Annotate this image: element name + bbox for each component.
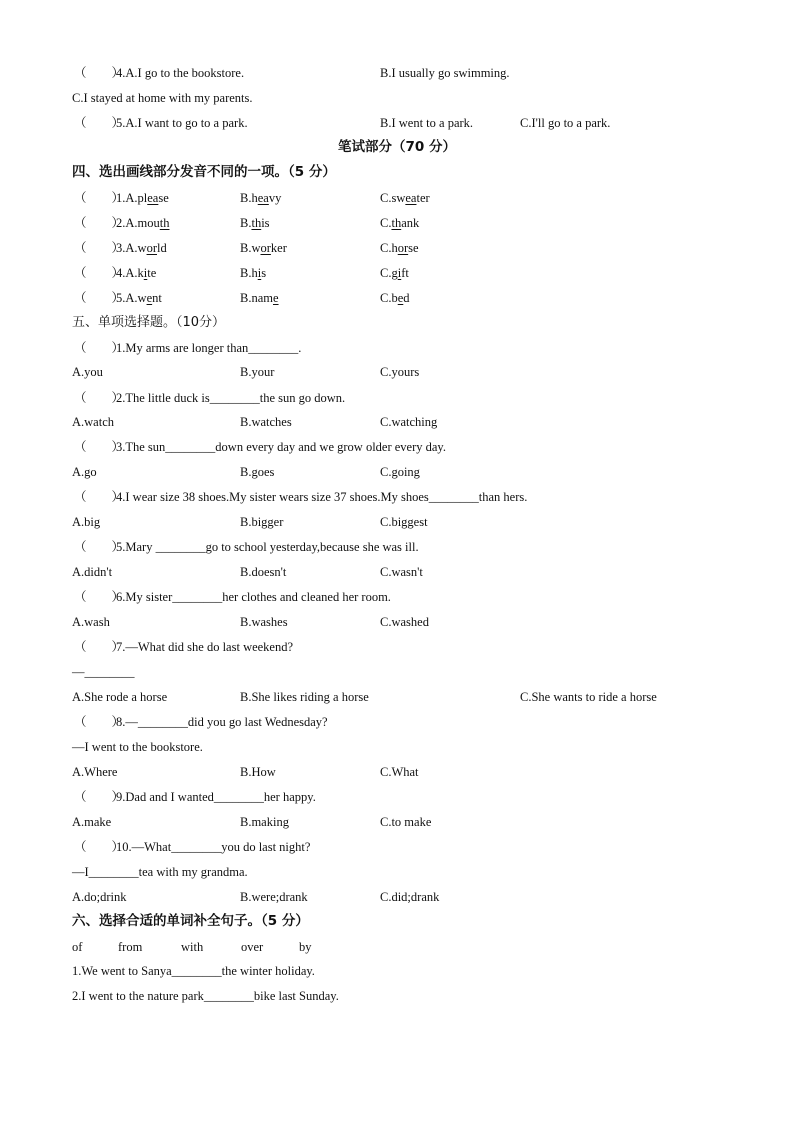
question-stem: 5.Mary ________go to school yesterday,because she was ill. — [116, 540, 419, 554]
option-a: 4.A.kite — [116, 266, 157, 280]
word-bank — [0, 937, 794, 957]
underlined-part: th — [159, 216, 170, 230]
answer-line — [0, 662, 794, 682]
option-a: 1.A.please — [116, 191, 169, 205]
option-a: 5.A.went — [116, 291, 162, 305]
word-bank-item: from — [118, 940, 143, 954]
option-a: A.She rode a horse — [72, 690, 168, 704]
option-a: A.Where — [72, 765, 118, 779]
mc-question — [0, 787, 794, 807]
option-c: C.I'll go to a park. — [520, 116, 611, 130]
option-b: B.I went to a park. — [380, 116, 474, 130]
underlined-part: i — [143, 266, 148, 280]
option-c: C.to make — [380, 815, 432, 829]
option-b: B.bigger — [240, 515, 284, 529]
option-c: C.did;drank — [380, 890, 440, 904]
word-bank-item: with — [181, 940, 204, 954]
answer-paren: （ ） — [74, 116, 125, 130]
option-c: C.I stayed at home with my parents. — [72, 91, 253, 105]
underlined-part: th — [391, 216, 402, 230]
answer-paren: （ ） — [74, 216, 125, 230]
written-part-title-row — [0, 137, 794, 157]
answer-paren: （ ） — [74, 715, 125, 729]
listening-q5-row — [0, 113, 794, 133]
answer-paren: （ ） — [74, 490, 125, 504]
underlined-part: or — [397, 241, 409, 255]
option-b: B.his — [240, 266, 267, 280]
question-stem: 4.I wear size 38 shoes.My sister wears size 37 shoes.My shoes________than hers. — [116, 490, 528, 504]
underlined-part: th — [251, 216, 262, 230]
answer-paren: （ ） — [74, 640, 125, 654]
section4-title: 四、选出画线部分发音不同的一项。（5 分） — [72, 164, 336, 180]
mc-options — [0, 812, 794, 832]
dialogue-answer-blank: —________ — [72, 665, 135, 679]
answer-paren: （ ） — [74, 840, 125, 854]
underlined-part: e — [397, 291, 404, 305]
mc-options — [0, 512, 794, 532]
question-stem: 2.The little duck is________the sun go down. — [116, 391, 346, 405]
fill-sentence-1: 1.We went to Sanya________the winter holiday. — [72, 964, 315, 978]
answer-paren: （ ） — [74, 440, 125, 454]
option-c: C.bed — [380, 291, 410, 305]
mc-options — [0, 762, 794, 782]
question-stem: 8.—________did you go last Wednesday? — [116, 715, 328, 729]
option-b: B.How — [240, 765, 276, 779]
option-c: C.sweater — [380, 191, 430, 205]
option-a: A.big — [72, 515, 101, 529]
pron-row — [0, 188, 794, 208]
option-a: A.didn't — [72, 565, 113, 579]
option-a: A.you — [72, 365, 103, 379]
section6-title: 六、选择合适的单词补全句子。（5 分） — [72, 913, 309, 929]
word-bank-item: by — [299, 940, 312, 954]
option-a: A.do;drink — [72, 890, 127, 904]
option-c: C.yours — [380, 365, 420, 379]
option-c: C.gift — [380, 266, 409, 280]
mc-question — [0, 437, 794, 457]
option-b: B.heavy — [240, 191, 282, 205]
written-part-title: 笔试部分（70 分） — [338, 139, 456, 155]
option-a: A.watch — [72, 415, 114, 429]
option-c: C.wasn't — [380, 565, 423, 579]
option-a: 3.A.world — [116, 241, 167, 255]
option-b: B.doesn't — [240, 565, 287, 579]
question-stem: 6.My sister________her clothes and cleaned her room. — [116, 590, 391, 604]
underlined-part: ea — [405, 191, 417, 205]
option-a: A.make — [72, 815, 112, 829]
mc-options — [0, 612, 794, 632]
underlined-part: ea — [257, 191, 269, 205]
section6-title-row — [0, 911, 794, 931]
pron-row — [0, 213, 794, 233]
underlined-part: or — [260, 241, 271, 255]
question-stem: 10.—What________you do last night? — [116, 840, 311, 854]
fill-sentence — [0, 961, 794, 981]
underlined-part: e — [272, 291, 279, 305]
fill-sentence — [0, 986, 794, 1006]
mc-question — [0, 338, 794, 358]
mc-question — [0, 837, 794, 857]
answer-paren: （ ） — [74, 590, 125, 604]
option-b: B.I usually go swimming. — [380, 66, 510, 80]
mc-options — [0, 562, 794, 582]
answer-paren: （ ） — [74, 391, 125, 405]
mc-options — [0, 412, 794, 432]
mc-question — [0, 388, 794, 408]
mc-question — [0, 637, 794, 657]
option-b: B.worker — [240, 241, 287, 255]
option-c: C.going — [380, 465, 420, 479]
option-b: B.were;drank — [240, 890, 308, 904]
question-stem: 1.My arms are longer than________. — [116, 341, 302, 355]
question-stem: 9.Dad and I wanted________her happy. — [116, 790, 316, 804]
option-b: B.your — [240, 365, 275, 379]
answer-paren: （ ） — [74, 790, 125, 804]
question-stem: 7.—What did she do last weekend? — [116, 640, 294, 654]
mc-question — [0, 587, 794, 607]
underlined-part: e — [146, 291, 153, 305]
word-bank-item: of — [72, 940, 83, 954]
listening-q4-row2 — [0, 88, 794, 108]
answer-paren: （ ） — [74, 241, 125, 255]
question-stem: 5.A.I want to go to a park. — [116, 116, 248, 130]
word-bank-item: over — [241, 940, 264, 954]
dialogue-reply-row — [0, 737, 794, 757]
underlined-part: i — [257, 266, 262, 280]
option-c: C.She wants to ride a horse — [520, 690, 657, 704]
answer-paren: （ ） — [74, 266, 125, 280]
mc-question — [0, 537, 794, 557]
mc-options — [0, 462, 794, 482]
answer-paren: （ ） — [74, 66, 125, 80]
dialogue-reply-row — [0, 862, 794, 882]
section5-title-row — [0, 313, 794, 333]
pron-row — [0, 238, 794, 258]
mc-question — [0, 712, 794, 732]
mc-options — [0, 362, 794, 382]
underlined-part: ea — [147, 191, 159, 205]
option-b: B.goes — [240, 465, 275, 479]
pron-row — [0, 288, 794, 308]
option-b: B.name — [240, 291, 279, 305]
mc-question — [0, 487, 794, 507]
question-stem: 4.A.I go to the bookstore. — [116, 66, 245, 80]
option-b: B.washes — [240, 615, 288, 629]
option-a: A.wash — [72, 615, 110, 629]
answer-paren: （ ） — [74, 191, 125, 205]
option-c: C.biggest — [380, 515, 428, 529]
question-stem: 3.The sun________down every day and we grow older every day. — [116, 440, 446, 454]
section4-title-row — [0, 162, 794, 182]
underlined-part: i — [397, 266, 402, 280]
option-a: 2.A.mouth — [116, 216, 170, 230]
answer-paren: （ ） — [74, 341, 125, 355]
fill-sentence-2: 2.I went to the nature park________bike last Sunday. — [72, 989, 339, 1003]
mc-options — [0, 687, 794, 707]
dialogue-reply: —I went to the bookstore. — [72, 740, 203, 754]
option-c: C.thank — [380, 216, 420, 230]
option-a: A.go — [72, 465, 97, 479]
option-c: C.watching — [380, 415, 438, 429]
option-b: B.making — [240, 815, 289, 829]
option-b: B.She likes riding a horse — [240, 690, 369, 704]
mc-options — [0, 887, 794, 907]
option-c: C.washed — [380, 615, 429, 629]
option-b: B.watches — [240, 415, 292, 429]
option-c: C.What — [380, 765, 419, 779]
underlined-part: or — [146, 241, 157, 255]
answer-paren: （ ） — [74, 291, 125, 305]
dialogue-reply: —I________tea with my grandma. — [72, 865, 248, 879]
listening-q4-row — [0, 63, 794, 83]
option-b: B.this — [240, 216, 270, 230]
answer-paren: （ ） — [74, 540, 125, 554]
option-c: C.horse — [380, 241, 419, 255]
pron-row — [0, 263, 794, 283]
section5-title: 五、单项选择题。（10分） — [72, 315, 226, 330]
